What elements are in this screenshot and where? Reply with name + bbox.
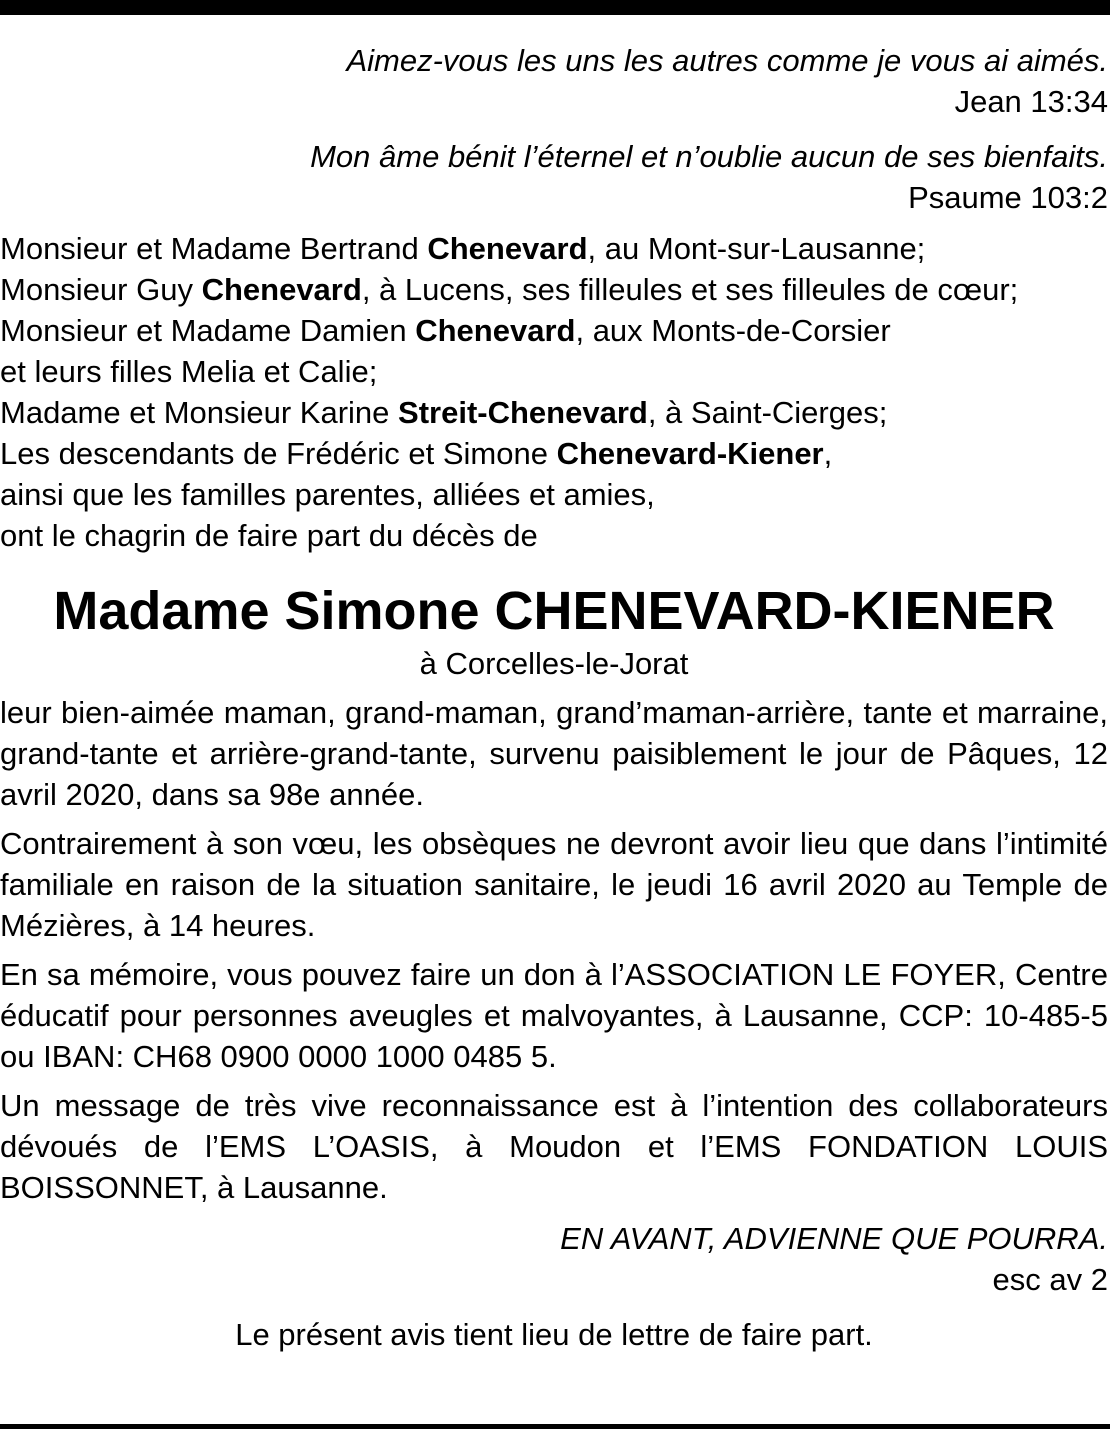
verse-reference: Jean 13:34 xyxy=(954,84,1108,119)
deceased-place: à Corcelles-le-Jorat xyxy=(419,646,689,681)
deceased-name: Madame Simone CHENEVARD-KIENER xyxy=(53,581,1055,641)
paragraph-announcement: leur bien-aimée maman, grand-maman, grand’maman-arrière, tante et marraine, grand-tante et arrière-grand-tante, survenu paisiblement le jour de Pâques, 12 avril 2020, dans sa 98e année. xyxy=(0,695,1108,812)
motto-reference: esc av 2 xyxy=(992,1262,1108,1297)
verse-2 xyxy=(0,136,1108,218)
family-line: Monsieur et Madame Bertrand Chenevard, au Mont-sur-Lausanne; xyxy=(0,231,926,266)
family-line: Les descendants de Frédéric et Simone Chenevard-Kiener, xyxy=(0,436,833,471)
family-line: Monsieur et Madame Damien Chenevard, aux Monts-de-Corsier xyxy=(0,313,891,348)
verse-1 xyxy=(0,40,1108,122)
paragraph-donation: En sa mémoire, vous pouvez faire un don à l’ASSOCIATION LE FOYER, Centre éducatif pour personnes aveugles et malvoyantes, à Lausanne, CCP: 10-485-5 ou IBAN: CH68 0900 0000 1000 0485 5. xyxy=(0,957,1108,1074)
family-line: Madame et Monsieur Karine Streit-Chenevard, à Saint-Cierges; xyxy=(0,395,888,430)
motto xyxy=(0,1218,1108,1300)
family-line: ainsi que les familles parentes, alliées et amies, xyxy=(0,477,655,512)
closing-note: Le présent avis tient lieu de lettre de faire part. xyxy=(235,1317,873,1352)
family-line: et leurs filles Melia et Calie; xyxy=(0,354,378,389)
motto-quote: EN AVANT, ADVIENNE QUE POURRA. xyxy=(560,1221,1108,1256)
verse-quote: Aimez-vous les uns les autres comme je vous ai aimés. xyxy=(346,43,1108,78)
family-line: Monsieur Guy Chenevard, à Lucens, ses filleules et ses filleules de cœur; xyxy=(0,272,1019,307)
family-list xyxy=(0,228,1108,556)
paragraph-funeral: Contrairement à son vœu, les obsèques ne devront avoir lieu que dans l’intimité familiale en raison de la situation sanitaire, le jeudi 16 avril 2020 au Temple de Mézières, à 14 heures. xyxy=(0,826,1108,943)
verse-reference: Psaume 103:2 xyxy=(908,180,1108,215)
family-line: ont le chagrin de faire part du décès de xyxy=(0,518,538,553)
top-border-rule xyxy=(0,0,1110,15)
paragraph-thanks: Un message de très vive reconnaissance est à l’intention des collaborateurs dévoués de l’EMS L’OASIS, à Moudon et l’EMS FONDATION LOUIS BOISSONNET, à Lausanne. xyxy=(0,1088,1108,1205)
obituary-notice xyxy=(0,40,1108,1355)
bottom-border-rule xyxy=(0,1424,1110,1429)
verse-quote: Mon âme bénit l’éternel et n’oublie aucun de ses bienfaits. xyxy=(310,139,1108,174)
